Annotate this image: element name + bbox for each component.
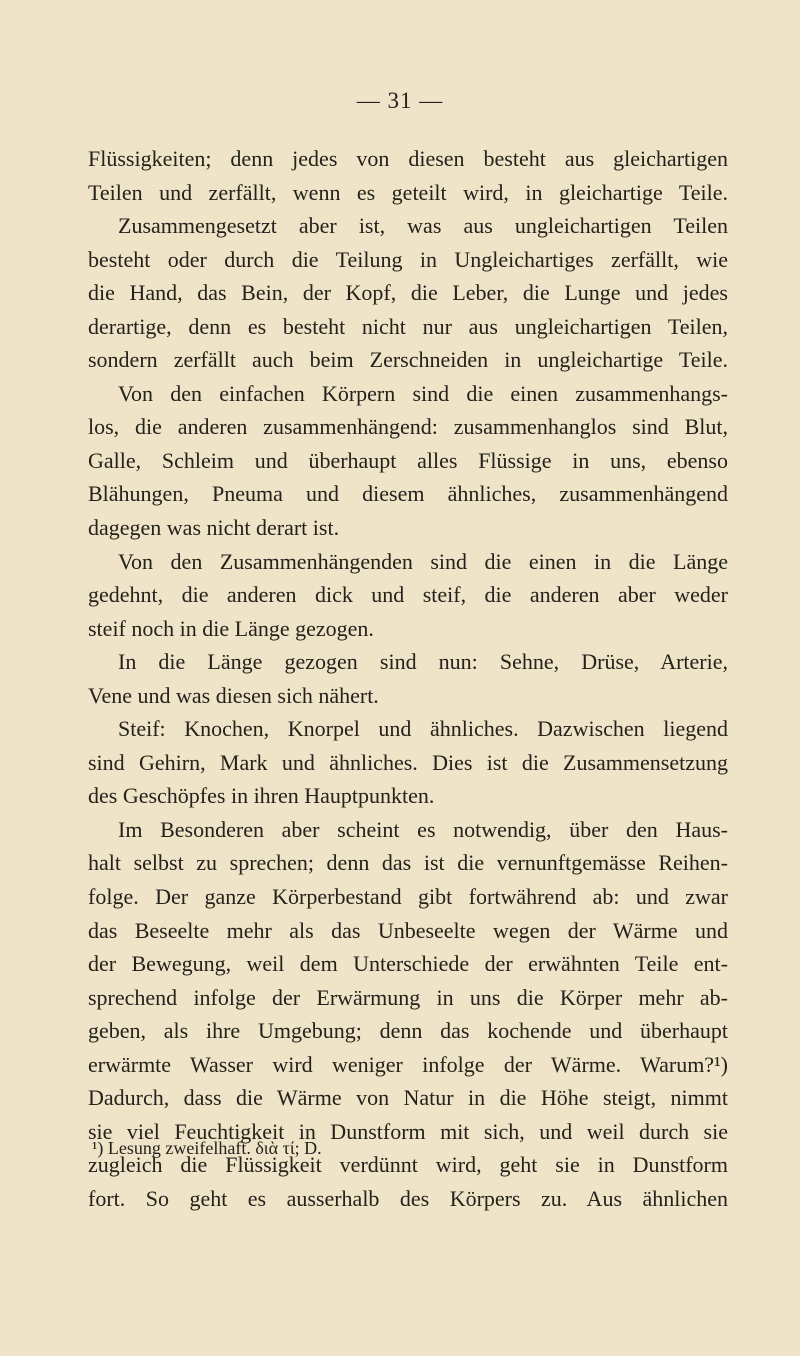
text-line: der Bewegung, weil dem Unterschiede der erwähnten Teile ent-	[88, 951, 728, 977]
text-line: Im Besonderen aber scheint es notwendig, über den Haus-	[118, 816, 728, 842]
text-line: Zusammengesetzt aber ist, was aus ungleichartigen Teilen	[118, 213, 728, 239]
text-line: des Geschöpfes in ihren Hauptpunkten.	[88, 783, 435, 809]
text-line: sie viel Feuchtigkeit in Dunstform mit sich, und weil durch sie	[88, 1118, 728, 1144]
text-line: steif noch in die Länge gezogen.	[88, 615, 374, 641]
text-line: dagegen was nicht derart ist.	[88, 515, 340, 541]
text-line: Galle, Schleim und überhaupt alles Flüssige in uns, ebenso	[88, 447, 728, 473]
text-line: Vene und was diesen sich nähert.	[88, 682, 379, 708]
text-line: In die Länge gezogen sind nun: Sehne, Drüse, Arterie,	[118, 649, 728, 675]
text-line: Von den einfachen Körpern sind die einen zusammenhangs-	[118, 380, 728, 406]
body-text	[88, 142, 728, 1216]
text-line: Von den Zusammenhängenden sind die einen in die Länge	[118, 548, 728, 574]
text-line: Teilen und zerfällt, wenn es geteilt wird, in gleichartige Teile.	[88, 179, 728, 205]
text-line: sprechend infolge der Erwärmung in uns die Körper mehr ab-	[88, 984, 728, 1010]
text-line: folge. Der ganze Körperbestand gibt fortwährend ab: und zwar	[88, 884, 728, 910]
text-line: das Beseelte mehr als das Unbeseelte wegen der Wärme und	[88, 917, 728, 943]
text-line: die Hand, das Bein, der Kopf, die Leber, die Lunge und jedes	[88, 280, 728, 306]
text-line: besteht oder durch die Teilung in Ungleichartiges zerfällt, wie	[88, 246, 728, 272]
text-line: derartige, denn es besteht nicht nur aus ungleichartigen Teilen,	[88, 313, 728, 339]
text-line: geben, als ihre Umgebung; denn das kochende und überhaupt	[88, 1018, 728, 1044]
text-line: erwärmte Wasser wird weniger infolge der Wärme. Warum?¹)	[88, 1051, 728, 1077]
text-line: halt selbst zu sprechen; denn das ist die vernunftgemässe Reihen-	[88, 850, 728, 876]
text-line: fort. So geht es ausserhalb des Körpers zu. Aus ähnlichen	[88, 1185, 728, 1211]
page-number: — 31 —	[356, 88, 444, 113]
text-line: zugleich die Flüssigkeit verdünnt wird, geht sie in Dunstform	[88, 1152, 728, 1178]
text-line: Flüssigkeiten; denn jedes von diesen besteht aus gleichartigen	[88, 146, 728, 171]
text-line: Dadurch, dass die Wärme von Natur in die Höhe steigt, nimmt	[88, 1085, 728, 1111]
text-line: sondern zerfällt auch beim Zerschneiden in ungleichartige Teile.	[88, 347, 728, 373]
text-line: sind Gehirn, Mark und ähnliches. Dies ist die Zusammensetzung	[88, 749, 728, 775]
text-line: los, die anderen zusammenhängend: zusammenhanglos sind Blut,	[88, 414, 728, 440]
text-line: gedehnt, die anderen dick und steif, die anderen aber weder	[88, 582, 728, 608]
footnote: ¹) Lesung zweifelhaft. διὰ τί; D.	[92, 1138, 322, 1158]
text-line: Blähungen, Pneuma und diesem ähnliches, zusammenhängend	[88, 481, 728, 507]
text-line: Steif: Knochen, Knorpel und ähnliches. Dazwischen liegend	[118, 716, 728, 742]
